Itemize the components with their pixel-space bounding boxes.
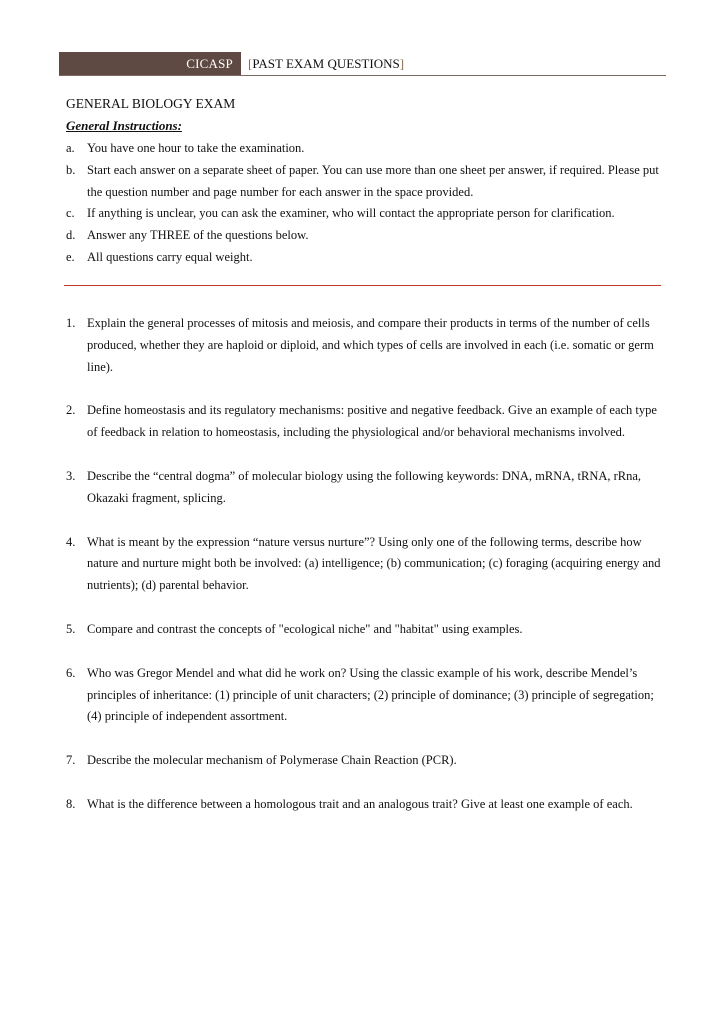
instruction-text: Start each answer on a separate sheet of paper. You can use more than one sheet per answer, if required. Please put the question number and page number for each answer in the space provided. — [87, 162, 659, 199]
question-number: 3. — [66, 468, 76, 483]
question-number: 2. — [66, 403, 76, 418]
question-item — [66, 619, 666, 641]
instruction-marker: d. — [66, 228, 76, 243]
instruction-text: Answer any THREE of the questions below. — [87, 228, 309, 243]
question-text: Describe the molecular mechanism of Polymerase Chain Reaction (PCR). — [87, 753, 457, 768]
question-text: Describe the “central dogma” of molecular biology using the following keywords: DNA, mRNA, tRNA, rRna, Okazaki fragment, splicing. — [87, 468, 642, 505]
instruction-marker: c. — [66, 206, 75, 221]
instruction-text: If anything is unclear, you can ask the examiner, who will contact the appropriate person for clarification. — [87, 206, 615, 221]
question-item — [66, 794, 666, 816]
header-bracket-open: [ — [248, 56, 253, 71]
header-title-text: PAST EXAM QUESTIONS — [252, 56, 400, 71]
question-number: 7. — [66, 753, 76, 768]
question-number: 4. — [66, 534, 76, 549]
instruction-item — [66, 225, 666, 247]
instruction-item — [66, 138, 666, 160]
question-text: Explain the general processes of mitosis and meiosis, and compare their products in terms of the number of cells produced, whether they are haploid or diploid, and which types of cells are involved in each (i.e. somatic or germ line). — [87, 316, 654, 374]
question-number: 6. — [66, 665, 76, 680]
question-number: 8. — [66, 796, 76, 811]
header-org-band — [59, 52, 241, 76]
question-text: Who was Gregor Mendel and what did he work on? Using the classic example of his work, describe Mendel’s principles of inheritance: (1) principle of unit characters; (2) principle of dominance; (3) principle of segregation; (4) principle of independent assortment. — [87, 665, 654, 724]
instruction-text: You have one hour to take the examination. — [87, 141, 305, 155]
question-item — [66, 663, 666, 728]
question-text: What is the difference between a homologous trait and an analogous trait? Give at least one example of each. — [87, 796, 633, 811]
question-item — [66, 750, 666, 772]
page-header — [59, 52, 666, 76]
instruction-marker: e. — [66, 249, 75, 264]
question-text: Define homeostasis and its regulatory mechanisms: positive and negative feedback. Give an example of each type of feedback in relation to homeostasis, including the physiological and/or behavioral mechanisms involved. — [87, 403, 657, 440]
instruction-item — [66, 247, 666, 269]
instruction-text: All questions carry equal weight. — [87, 249, 253, 264]
questions-list — [66, 313, 666, 838]
instructions-heading: General Instructions: — [66, 118, 182, 133]
header-divider — [59, 75, 666, 76]
instruction-item — [66, 203, 666, 225]
instruction-item — [66, 160, 666, 204]
instruction-marker: b. — [66, 162, 76, 177]
question-text: What is meant by the expression “nature versus nurture”? Using only one of the following terms, describe how nature and nurture might both be involved: (a) intelligence; (b) communication; (c) foraging (acquiring energy and nutrients); (d) parental behavior. — [87, 534, 661, 593]
question-text: Compare and contrast the concepts of "ecological niche" and "habitat" using examples. — [87, 621, 523, 636]
question-number: 1. — [66, 316, 76, 330]
section-divider — [64, 285, 661, 286]
question-item — [66, 532, 666, 597]
header-org: CICASP — [186, 56, 233, 71]
instructions-list — [66, 138, 666, 269]
header-title — [248, 52, 404, 76]
question-item — [66, 400, 666, 444]
exam-title: GENERAL BIOLOGY EXAM — [66, 96, 236, 111]
question-item — [66, 313, 666, 378]
question-item — [66, 466, 666, 510]
instruction-marker: a. — [66, 141, 75, 155]
header-bracket-close: ] — [399, 56, 405, 71]
question-number: 5. — [66, 621, 76, 636]
